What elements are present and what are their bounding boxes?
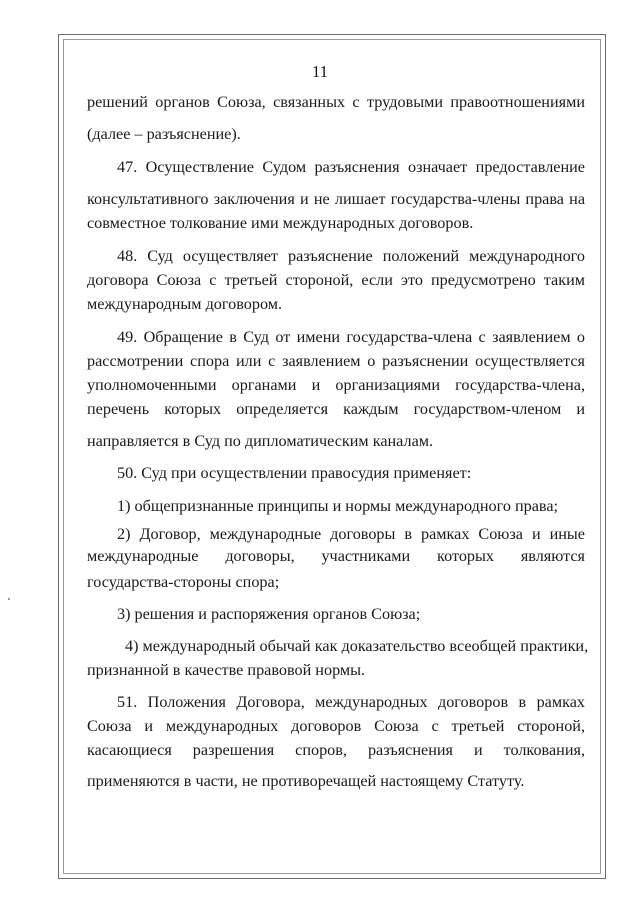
- text-line: договора Союза с третьей стороной, если это предусмотрено таким: [87, 271, 585, 289]
- text-line: применяются в части, не противоречащей настоящему Статуту.: [87, 772, 525, 790]
- text-line: направляется в Суд по дипломатическим каналам.: [87, 432, 434, 450]
- text-line: 51. Положения Договора, международных договоров в рамках: [117, 693, 585, 711]
- text-line: международным договором.: [87, 295, 283, 313]
- text-line: рассмотрении спора или с заявлением о разъяснении осуществляется: [87, 352, 585, 370]
- text-line: консультативного заключения и не лишает государства-члены права на: [87, 190, 585, 208]
- scan-speck: [8, 598, 10, 600]
- page-number: 11: [311, 62, 329, 81]
- text-line: 50. Суд при осуществлении правосудия применяет:: [117, 464, 472, 482]
- text-line: Союза и международных договоров Союза с третьей стороной,: [87, 717, 585, 735]
- text-line: международные договоры, участниками которых являются: [87, 547, 585, 565]
- text-line: совместное толкование ими международных договоров.: [87, 214, 474, 232]
- text-line: 49. Обращение в Суд от имени государства-члена с заявлением о: [117, 328, 585, 346]
- text-line: 48. Суд осуществляет разъяснение положений международного: [117, 247, 585, 265]
- text-line: государства-стороны спора;: [87, 573, 280, 591]
- text-line: признанной в качестве правовой нормы.: [87, 661, 366, 679]
- text-line: 3) решения и распоряжения органов Союза;: [117, 605, 421, 623]
- text-line: 2) Договор, международные договоры в рамках Союза и иные: [117, 525, 585, 543]
- text-line: 4) международный обычай как доказательство всеобщей практики,: [125, 637, 589, 655]
- text-line: перечень которых определяется каждым государством-членом и: [87, 400, 585, 418]
- text-line: уполномоченными органами и организациями государства-члена,: [87, 376, 585, 394]
- text-line: (далее – разъяснение).: [87, 125, 241, 143]
- text-line: касающиеся разрешения споров, разъяснения и толкования,: [87, 741, 585, 759]
- text-line: решений органов Союза, связанных с трудовыми правоотношениями: [87, 93, 585, 111]
- text-line: 47. Осуществление Судом разъяснения означает предоставление: [117, 158, 585, 176]
- text-line: 1) общепризнанные принципы и нормы международного права;: [117, 497, 559, 515]
